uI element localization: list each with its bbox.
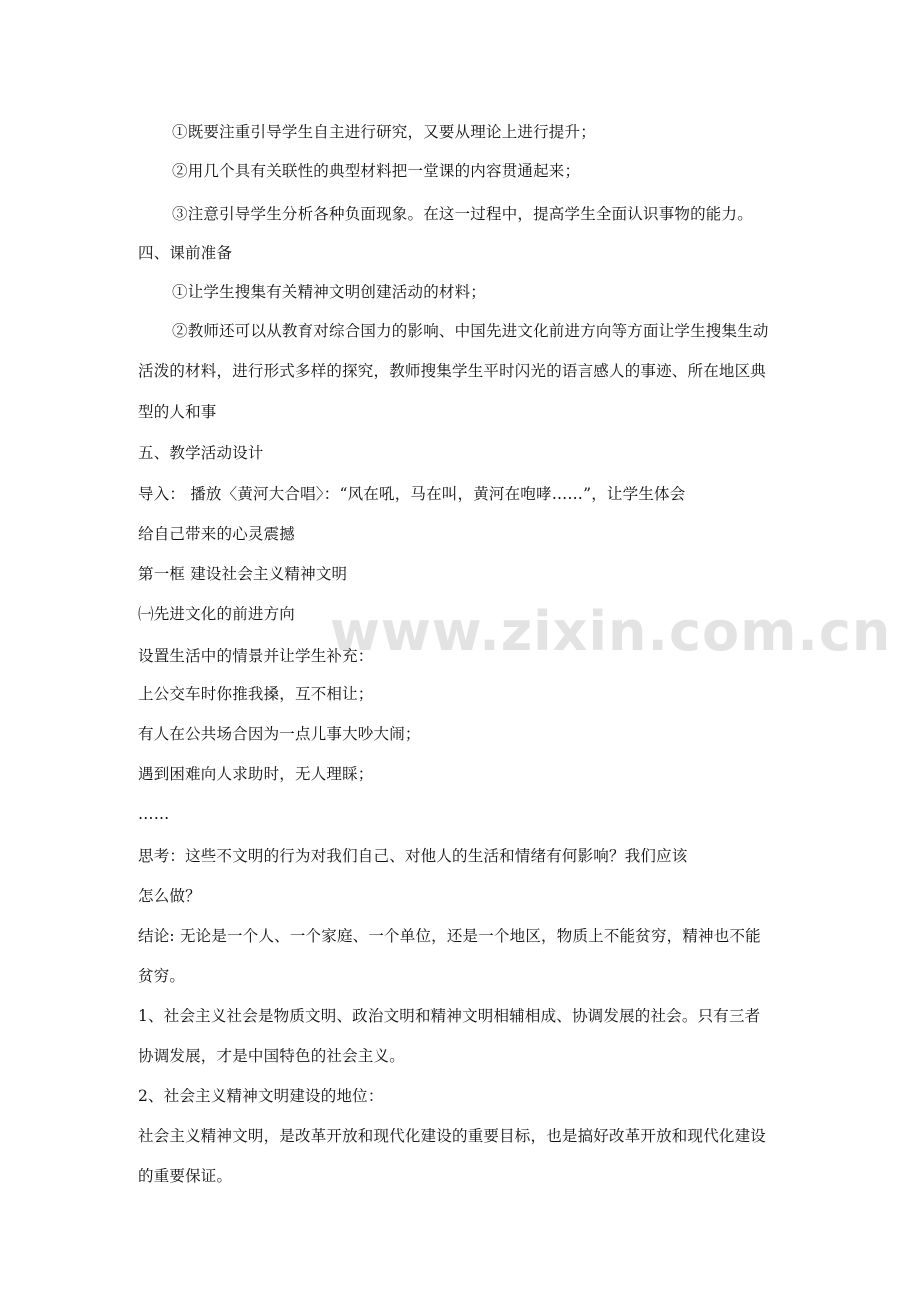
text-line-16: 有人在公共场合因为一点儿事大吵大闹； xyxy=(138,725,421,743)
watermark: www.zixin.com.cn xyxy=(330,600,892,663)
text-line-14: 设置生活中的情景并让学生补充： xyxy=(138,647,374,665)
text-line-2: ②用几个具有关联性的典型材料把一堂课的内容贯通起来； xyxy=(172,162,581,180)
text-line-7: 活泼的材料，进行形式多样的探究，教师搜集学生平时闪光的语言感人的事迹、所在地区典 xyxy=(138,362,767,380)
text-line-19: 思考：这些不文明的行为对我们自己、对他人的生活和情绪有何影响？我们应该 xyxy=(138,847,688,865)
text-line-1: ①既要注重引导学生自主进行研究，又要从理论上进行提升； xyxy=(172,123,596,141)
text-line-18: …… xyxy=(138,805,170,823)
text-line-17: 遇到困难向人求助时，无人理睬； xyxy=(138,765,374,783)
text-line-15: 上公交车时你推我搡，互不相让； xyxy=(138,685,374,703)
text-line-3: ③注意引导学生分析各种负面现象。在这一过程中，提高学生全面认识事物的能力。 xyxy=(172,205,753,223)
text-line-11: 给自己带来的心灵震撼 xyxy=(138,525,296,543)
text-line-25: 2、社会主义精神文明建设的地位： xyxy=(138,1087,384,1105)
section-heading-design: 五、教学活动设计 xyxy=(138,444,264,462)
text-line-5: ①让学生搜集有关精神文明创建活动的材料； xyxy=(172,283,487,301)
text-line-6: ②教师还可以从教育对综合国力的影响、中国先进文化前进方向等方面让学生搜集生动 xyxy=(172,322,769,340)
text-line-27: 的重要保证。 xyxy=(138,1167,233,1185)
text-line-13: ㈠先进文化的前进方向 xyxy=(138,605,296,623)
text-line-20: 怎么做？ xyxy=(138,887,201,905)
text-line-22: 贫穷。 xyxy=(138,967,186,985)
text-line-8: 型的人和事 xyxy=(138,403,217,421)
text-line-23: 1、社会主义社会是物质文明、政治文明和精神文明相辅相成、协调发展的社会。只有三者 xyxy=(138,1007,761,1025)
text-line-24: 协调发展，才是中国特色的社会主义。 xyxy=(138,1047,405,1065)
text-line-26: 社会主义精神文明，是改革开放和现代化建设的重要目标，也是搞好改革开放和现代化建设 xyxy=(138,1127,767,1145)
text-line-21: 结论: 无论是一个人、一个家庭、一个单位，还是一个地区，物质上不能贫穷，精神也不能 xyxy=(138,927,761,945)
text-line-10: 导入： 播放〈黄河大合唱〉：“风在吼，马在叫，黄河在咆哮……”，让学生体会 xyxy=(138,485,686,503)
text-line-12: 第一框 建设社会主义精神文明 xyxy=(138,565,348,583)
section-heading-prep: 四、课前准备 xyxy=(138,244,233,262)
